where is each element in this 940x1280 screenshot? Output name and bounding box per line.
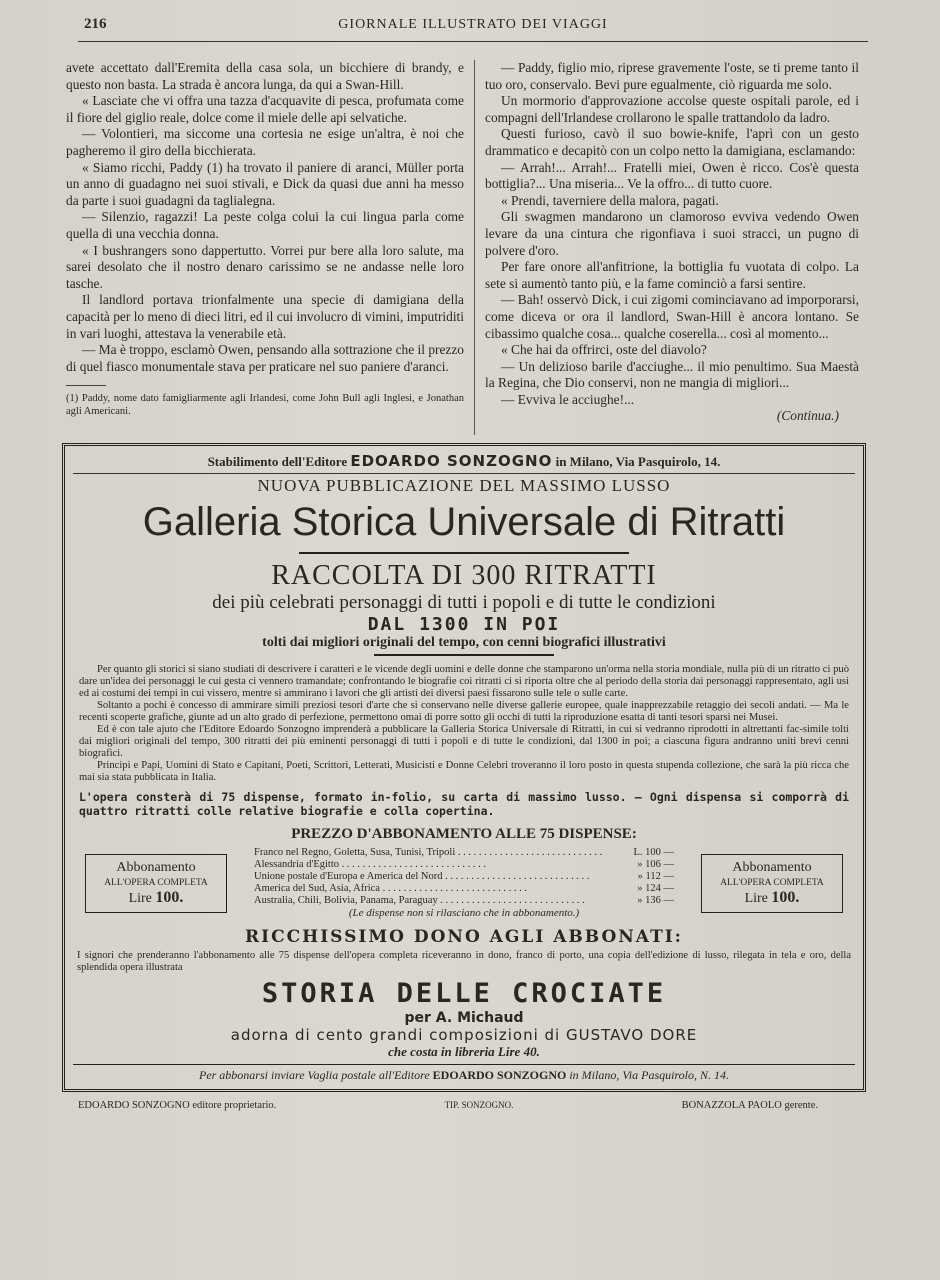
article-columns	[66, 60, 860, 435]
footer-manager: BONAZZOLA PAOLO gerente.	[681, 1100, 818, 1112]
box-line: Abbonamento	[116, 859, 196, 875]
price-place: America del Sud, Asia, Africa . . .	[254, 883, 614, 895]
instructions-prefix: Per abbonarsi inviare Vaglia postale all'Editore	[198, 1068, 430, 1083]
paragraph: — Arrah!... Arrah!... Fratelli miei, Owen è ricco. Cos'è questa bottiglia?... Una miseria... Ve la offro... di tutto cuore.	[485, 159, 859, 192]
price-value: » 112 —	[637, 871, 674, 883]
publisher-name: EDOARDO SONZOGNO	[350, 452, 553, 471]
ad-title: Galleria Storica Universale di Ritratti	[142, 500, 786, 545]
box-line: Lire	[744, 890, 768, 906]
advertisement	[62, 443, 866, 1092]
left-column	[66, 60, 464, 435]
paragraph: — Evviva le acciughe!...	[501, 391, 635, 407]
price-place: Unione postale d'Europa e America del Nord . . .	[254, 871, 614, 883]
page-number: 216	[84, 16, 107, 32]
price-value: » 136 —	[637, 895, 674, 907]
publisher-address: in Milano, Via Pasquirolo, 14.	[555, 454, 721, 470]
page-header	[78, 14, 868, 42]
paragraph: — Paddy, figlio mio, riprese gravemente l'oste, se ti preme tanto il tuo oro, conservalo. Bevi pure egualmente, ciò riguarda me solo.	[485, 60, 859, 92]
footnote: (1) Paddy, nome dato famigliarmente agli Irlandesi, come John Bull agli Inglesi, e Jonathan agli Americani.	[66, 393, 464, 418]
raccolta-heading: RACCOLTA DI 300 RITRATTI	[271, 560, 657, 592]
ad-body	[79, 664, 849, 784]
storia-price: che costa in libreria Lire 40.	[388, 1044, 540, 1060]
publisher-line	[73, 446, 855, 474]
paragraph: Gli swagmen mandarono un clamoroso evviva vedendo Owen levare da una cintura che rigonfiava i suoi stracci, un pugno di polvere d'oro.	[485, 209, 859, 258]
box-line: ALL'OPERA COMPLETA	[720, 877, 824, 888]
divider	[299, 552, 629, 554]
column-divider	[474, 60, 475, 435]
dei-line: dei più celebrati personaggi di tutti i popoli e di tutte le condizioni	[212, 592, 716, 614]
price-section	[85, 847, 843, 919]
paragraph: — Ma è troppo, esclamò Owen, pensando alla sottrazione che il prezzo di quel fiasco monumentale stava per praticare nel suo paniere d'aranci.	[66, 342, 464, 374]
box-line: Lire	[128, 890, 152, 906]
box-line: Abbonamento	[732, 859, 812, 875]
price-row	[254, 883, 674, 895]
divider	[374, 654, 554, 656]
right-column	[485, 60, 859, 435]
price-place: Alessandria d'Egitto . . .	[254, 859, 614, 871]
price-value: L. 100 —	[633, 847, 674, 859]
paragraph: Un mormorio d'approvazione accolse queste ospitali parole, ed i compagni dell'Irlandese crollarono le spalle trattandolo da ladro.	[485, 93, 859, 125]
paragraph: « Siamo ricchi, Paddy (1) ha trovato il paniere di aranci, Müller porta un anno di guadagno nei suoi stivali, e Dick da quasi due anni ha messo da parte i suoi guadagni da taglialegna.	[66, 159, 464, 208]
paragraph: Per quanto gli storici si siano studiati di descrivere i caratteri e le vicende degli uomini e delle donne che stamparono un'orma nella storia mondiale, nulla più di un ritratto ci può dare un'idea dei personaggi le cui gesta ci vennero tramandate; confrontando le biografie coi ritratti ci si riporta oltre che al periodo della storia dai personaggi rappresentato, agli usi ed ai costumi dei tempi in cui vissero, mentre si ammirano i lavori che gli artisti dei diversi paesi fissarono sulle tele o sulle carte.	[79, 664, 849, 700]
footer-printer: TIP. SONZOGNO.	[444, 1100, 514, 1111]
subscription-instructions	[73, 1064, 855, 1083]
price-row	[254, 847, 674, 859]
box-amount: 100.	[771, 888, 800, 906]
tolti-line: tolti dai migliori originali del tempo, con cenni biografici illustrativi	[262, 635, 666, 651]
prezzo-heading: PREZZO D'ABBONAMENTO ALLE 75 DISPENSE:	[291, 826, 637, 843]
price-value: » 124 —	[637, 883, 674, 895]
price-place: Australia, Chili, Bolivia, Panama, Paraguay . . .	[254, 895, 614, 907]
ad-subtitle: NUOVA PUBBLICAZIONE DEL MASSIMO LUSSO	[257, 476, 671, 496]
page-footer	[78, 1100, 818, 1111]
paragraph: Il landlord portava trionfalmente una specie di damigiana della capacità per lo meno di dieci litri, ed il cui involucro di vimini, imputriditi in vari luoghi, attestava la venerabile età.	[66, 292, 464, 341]
paragraph: — Silenzio, ragazzi! La peste colga colui la cui lingua parla come quella di una vecchia donna.	[66, 209, 464, 241]
paragraph: Principi e Papi, Uomini di Stato e Capitani, Poeti, Scrittori, Letterati, Musicisti e Donne Celebri troveranno il loro posto in questa stupenda collezione, che sarà la più ricca che mai sia stata pubblicata in Italia.	[79, 760, 849, 784]
paragraph: avete accettato dall'Eremita della casa sola, un bicchiere di brandy, e questo non basta. La strada è ancora lunga, da qui a Swan-Hill.	[66, 60, 464, 92]
price-list	[254, 847, 674, 919]
price-value: » 106 —	[637, 859, 674, 871]
paragraph: — Un delizioso barile d'acciughe... il mio penultimo. Sua Maestà la Regina, che Dio conservi, non ne mangia di migliori...	[485, 358, 859, 391]
storia-title: STORIA DELLE CROCIATE	[261, 978, 667, 1010]
instructions-address: in Milano, Via Pasquirolo, N. 14.	[569, 1068, 730, 1083]
subscription-box-right	[701, 854, 843, 913]
ricchissimo-heading: RICCHISSIMO DONO AGLI ABBONATI:	[245, 927, 683, 948]
paragraph: Questi furioso, cavò il suo bowie-knife, l'aprì con un gesto drammatico e decapitò con un colpo netto la damigiana, esclamando:	[485, 126, 859, 158]
paragraph: — Volontieri, ma siccome una cortesia ne esige un'altra, è noi che pagheremo il giro della bicchierata.	[66, 126, 464, 158]
storia-author: per A. Michaud	[404, 1010, 524, 1027]
opera-notice: L'opera consterà di 75 dispense, formato in-folio, su carta di massimo lusso. — Ogni dispensa si comporrà di quattro ritratti colle relative biografie e colla copertina.	[79, 790, 849, 819]
publisher-prefix: Stabilimento dell'Editore	[207, 454, 348, 470]
paragraph: Per fare onore all'anfitrione, la bottiglia fu vuotata di colpo. La sete si aumentò tanto più, e la fame cominciò a farsi sentire.	[485, 259, 859, 291]
box-line: ALL'OPERA COMPLETA	[104, 877, 208, 888]
price-place: Franco nel Regno, Goletta, Susa, Tunisi, Tripoli . . .	[254, 847, 614, 859]
footer-publisher: EDOARDO SONZOGNO editore proprietario.	[78, 1100, 277, 1112]
paragraph: — Bah! osservò Dick, i cui zigomi cominciavano ad imporporarsi, come diceva or ora il landlord, Swan-Hill è ancora lontano. Se cibassimo qualche cosa... qualche coserella... così al momento...	[485, 292, 859, 341]
price-row	[254, 895, 674, 907]
dal-line: DAL 1300 IN POI	[367, 614, 561, 636]
continua-note: (Continua.)	[776, 408, 839, 424]
storia-illustrations: adorna di cento grandi composizioni di GUSTAVO DORE	[230, 1026, 698, 1045]
price-row	[254, 859, 674, 871]
prices-note: (Le dispense non si rilasciano che in abbonamento.)	[348, 907, 580, 920]
subscription-box-left	[85, 854, 227, 913]
paragraph: Soltanto a pochi è concesso di ammirare simili preziosi tesori d'arte che si conservano nelle diverse gallerie europee, quale inapprezzabile retaggio dei secoli andati. — Ma le recenti scoperte grafiche, giunte ad un alto grado di perfezione, permettono omai di porre sotto gli occhi di tutti la riproduzione esatta di tanti tesori sparsi nei Musei.	[79, 700, 849, 724]
paragraph: « I bushrangers sono dappertutto. Vorrei pur bere alla loro salute, ma sarei desolato che il nostro denaro carissimo se ne andasse nelle loro tasche.	[66, 242, 464, 291]
paragraph: « Prendi, taverniere della malora, pagati.	[501, 192, 719, 208]
instructions-name: EDOARDO SONZOGNO	[432, 1068, 567, 1083]
footnote-rule	[66, 385, 106, 386]
paragraph: Ed è con tale ajuto che l'Editore Edoardo Sonzogno imprenderà a pubblicare la Galleria Storica Universale di Ritratti, in cui si vedranno riprodotti in altrettanti fac-simile tolti dai migliori originali del tempo, 300 ritratti dei più eminenti personaggi di tutti i popoli e di tutte le condizioni, dal 1300 in poi; a ciascuna figura andranno uniti brevi cenni biografici.	[79, 724, 849, 760]
box-amount: 100.	[155, 888, 184, 906]
journal-title: GIORNALE ILLUSTRATO DEI VIAGGI	[338, 17, 608, 32]
price-row	[254, 871, 674, 883]
paragraph: « Lasciate che vi offra una tazza d'acquavite di pesca, profumata come il fiore del giglio reale, dolce come il miele delle api selvatiche.	[66, 93, 464, 125]
ricchissimo-text: I signori che prenderanno l'abbonamento alle 75 dispense dell'opera completa riceveranno in dono, franco di porto, una copia dell'edizione di lusso, rilegata in tela e oro, della splendida opera illustrata	[77, 950, 851, 974]
paragraph: « Che hai da offrirci, oste del diavolo?	[501, 342, 707, 358]
